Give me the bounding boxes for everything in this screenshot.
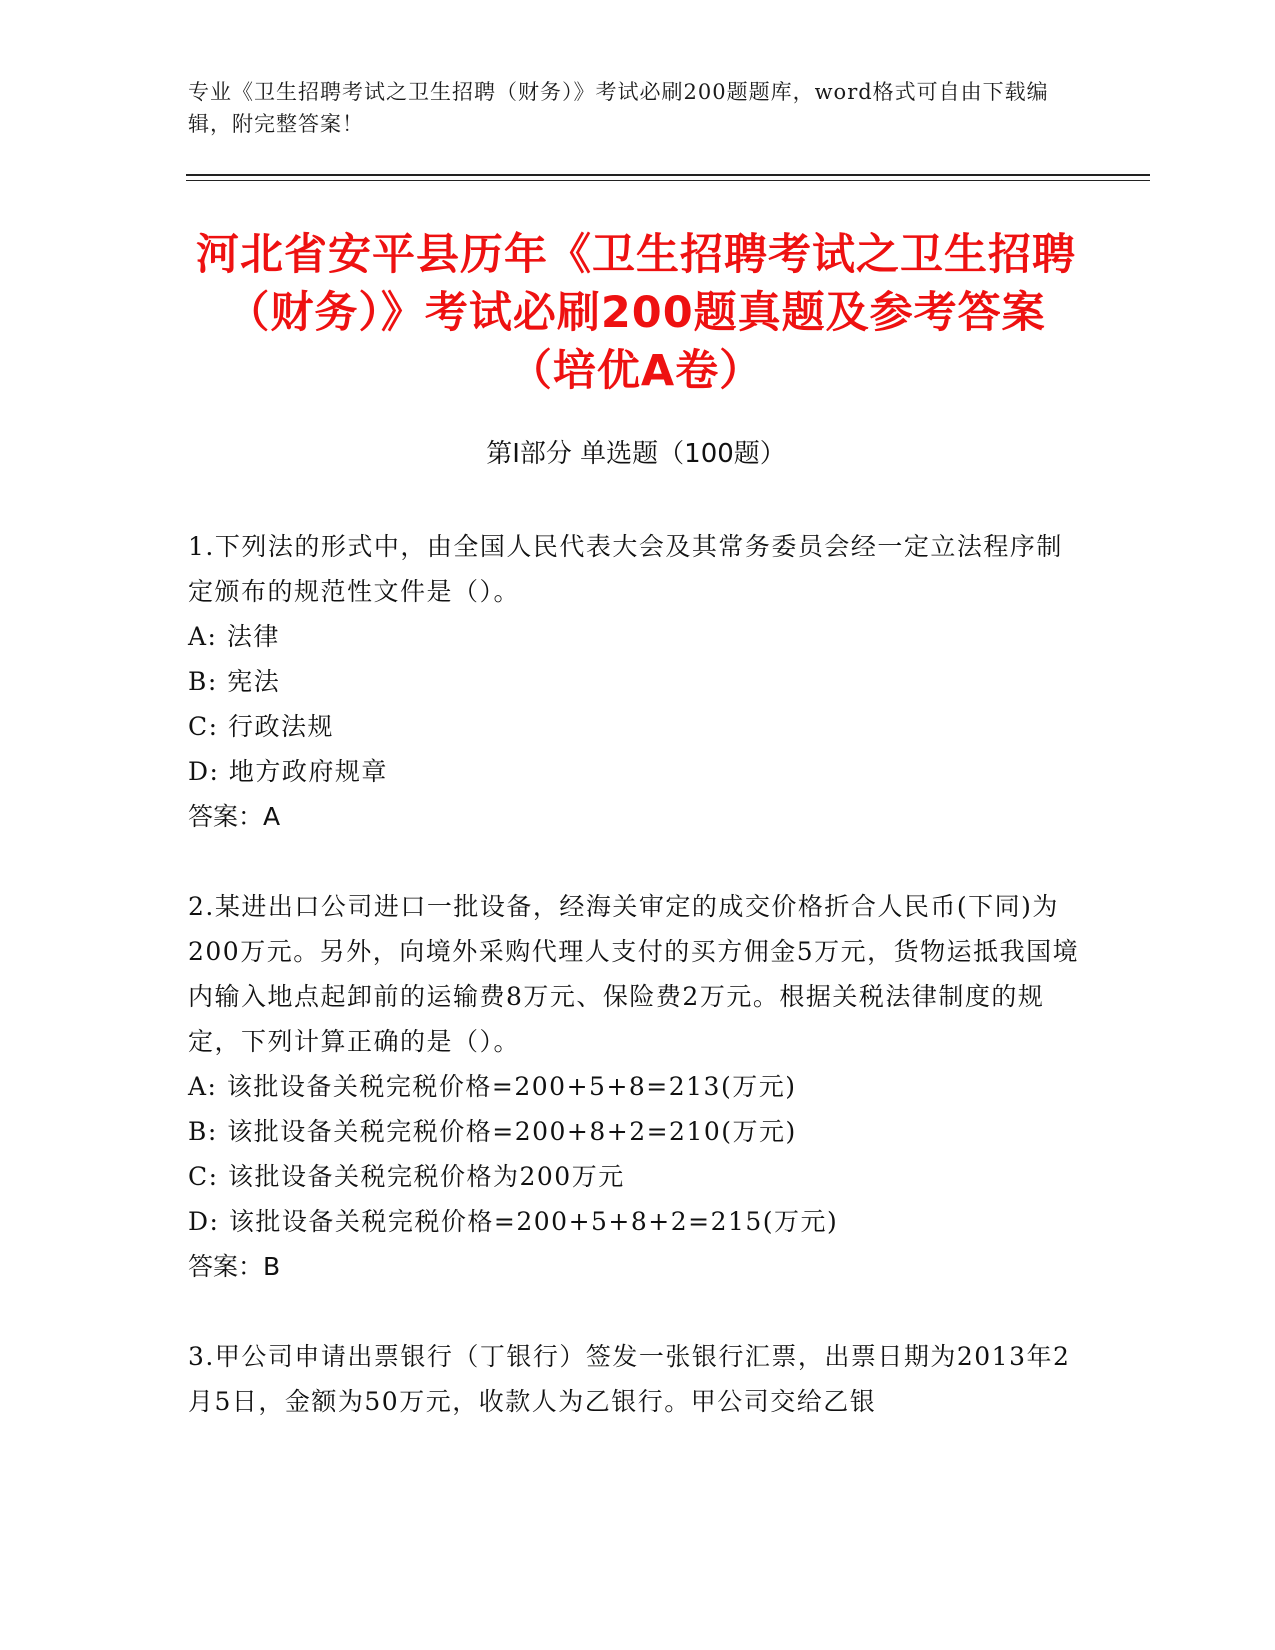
document-title: 河北省安平县历年《卫生招聘考试之卫生招聘（财务）》考试必刷200题真题及参考答案（培优A卷） bbox=[196, 230, 1076, 396]
option-b: B: 宪法 bbox=[188, 667, 281, 696]
question-item bbox=[188, 524, 1088, 839]
section-heading: 第I部分 单选题（100题） bbox=[486, 439, 786, 469]
option-b: B: 该批设备关税完税价格=200+8+2=210(万元) bbox=[188, 1117, 797, 1146]
option-a: A: 法律 bbox=[188, 622, 280, 651]
question-item bbox=[188, 1334, 1088, 1424]
header-divider-thick bbox=[186, 174, 1150, 176]
header-divider-thin bbox=[186, 180, 1150, 181]
option-c: C: 行政法规 bbox=[188, 712, 334, 741]
option-d: D: 地方政府规章 bbox=[188, 757, 388, 786]
option-a: A: 该批设备关税完税价格=200+5+8=213(万元) bbox=[188, 1072, 797, 1101]
answer-line: 答案：B bbox=[188, 1252, 281, 1281]
answer-line: 答案：A bbox=[188, 802, 281, 831]
question-item bbox=[188, 884, 1088, 1289]
option-d: D: 该批设备关税完税价格=200+5+8+2=215(万元) bbox=[188, 1207, 839, 1236]
option-c: C: 该批设备关税完税价格为200万元 bbox=[188, 1162, 625, 1191]
header-note: 专业《卫生招聘考试之卫生招聘（财务）》考试必刷200题题库，word格式可自由下载编辑，附完整答案！ bbox=[188, 80, 1049, 136]
question-stem: 3.甲公司申请出票银行（丁银行）签发一张银行汇票，出票日期为2013年2月5日，金额为50万元，收款人为乙银行。甲公司交给乙银 bbox=[188, 1342, 1071, 1416]
question-stem: 1.下列法的形式中，由全国人民代表大会及其常务委员会经一定立法程序制定颁布的规范性文件是（）。 bbox=[188, 532, 1063, 606]
question-stem: 2.某进出口公司进口一批设备，经海关审定的成交价格折合人民币(下同)为200万元。另外，向境外采购代理人支付的买方佣金5万元，货物运抵我国境内输入地点起卸前的运输费8万元、保险费2万元。根据关税法律制度的规定，下列计算正确的是（）。 bbox=[188, 892, 1080, 1056]
